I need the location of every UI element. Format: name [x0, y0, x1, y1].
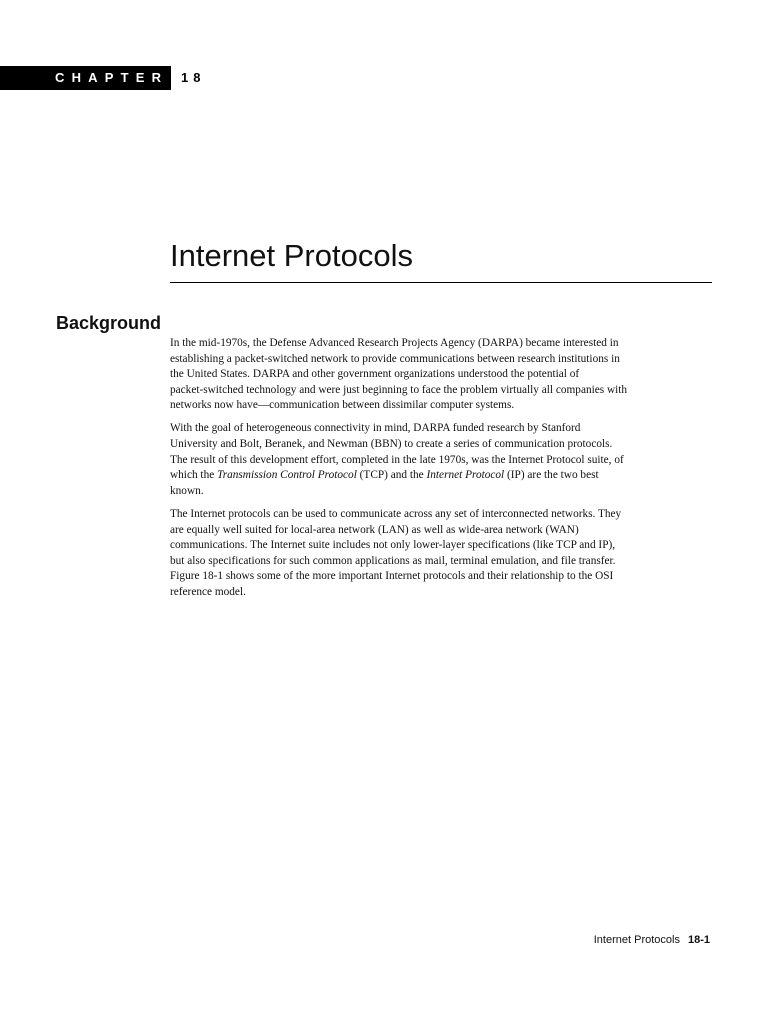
text-line: known.	[170, 484, 204, 497]
title-rule	[170, 282, 712, 283]
text-line: The Internet protocols can be used to communicate across any set of interconnected networks. They	[170, 507, 622, 520]
text-line	[170, 468, 670, 484]
text-line: reference model.	[170, 585, 246, 598]
text-line: the United States. DARPA and other government organizations understood the potential of	[170, 368, 580, 381]
text-line: Figure 18-1 shows some of the more important Internet protocols and their relationship to the OSI	[170, 570, 614, 583]
page-footer	[594, 933, 710, 947]
footer-page-number: 18-1	[687, 934, 710, 946]
paragraph-3	[170, 507, 670, 601]
chapter-label: CHAPTER	[55, 70, 169, 85]
text-line: The result of this development effort, completed in the late 1970s, was the Internet Protocol suite, of	[170, 453, 624, 466]
page-title: Internet Protocols	[170, 238, 413, 273]
text-line: University and Bolt, Beranek, and Newman (BBN) to create a series of communication protocols.	[170, 438, 613, 451]
text-line: but also specifications for such common applications as mail, terminal emulation, and file transfer.	[170, 554, 616, 567]
text-line: are equally well suited for local-area network (LAN) as well as wide-area network (WAN)	[170, 523, 579, 536]
text-run: which the	[170, 469, 218, 482]
tcp-term: Transmission Control Protocol	[217, 469, 357, 482]
text-line: networks now have—communication between dissimilar computer systems.	[170, 399, 515, 412]
section-heading: Background	[56, 313, 162, 333]
chapter-number: 18	[181, 70, 206, 85]
body-text	[170, 336, 670, 608]
text-line: With the goal of heterogeneous connectivity in mind, DARPA funded research by Stanford	[170, 422, 581, 435]
paragraph-2	[170, 421, 670, 499]
footer-title: Internet Protocols	[593, 934, 680, 946]
text-line: In the mid-1970s, the Defense Advanced Research Projects Agency (DARPA) became interested in	[170, 337, 619, 349]
text-line: packet-switched technology and were just beginning to face the problem virtually all companies with	[170, 383, 628, 396]
paragraph-1	[170, 336, 670, 414]
text-line: communications. The Internet suite includes not only lower-layer specifications (like TCP and IP),	[170, 539, 616, 552]
text-line: establishing a packet-switched network to provide communications between research institutions in	[170, 352, 620, 365]
text-run: (TCP) and the	[356, 469, 427, 482]
text-run: (IP) are the two best	[504, 469, 599, 482]
ip-term: Internet Protocol	[426, 469, 505, 482]
